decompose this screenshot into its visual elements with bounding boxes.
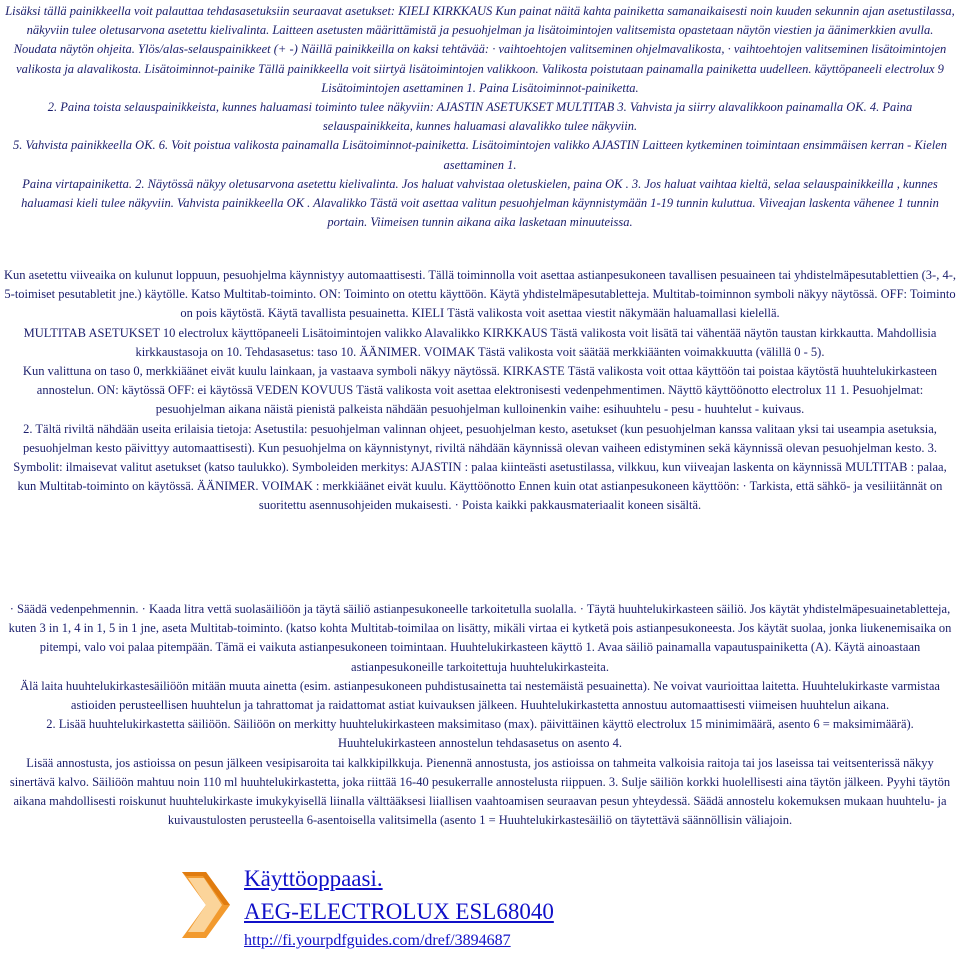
paragraph: 5. Vahvista painikkeella OK. 6. Voit poistua valikosta painamalla Lisätoiminnot-painiketta. Lisätoimintojen valikko AJASTIN Laitteen kytkeminen toimintaan ensimmäisen kerran - Kielen asettaminen 1.: [12, 138, 948, 172]
paragraph: Paina virtapainiketta. 2. Näytössä näkyy oletusarvona asetettu kielivalinta. Jos haluat vahvistaa oletuskielen, paina OK . 3. Jos haluat vaihtaa kieltä, selaa selauspainikkeilla , kunnes haluamasi kieli tulee näkyviin. Vahvista painikkeella OK . Alavalikko Tästä voit asettaa valitun pesuohjelman käynnistymään 1-19 tunnin kuluttua. Viiveajan laskenta vähenee 1 tunnin portain. Viimeisen tunnin aikana aika lasketaan minuuteissa.: [21, 176, 939, 230]
paragraph: Lisäksi tällä painikkeella voit palauttaa tehdasasetuksiin seuraavat asetukset: KIELI KIRKKAUS Kun painat näitä kahta painiketta samanaikaisesti noin kuuden sekunnin ajan asetustilassa, näkyviin tulee oletusarvona asetettu kielivalinta. Laitteen asetusten määrittämistä ja pesuohjelman ja lisätoimintojen valitsemista opastetaan näytön viestien ja äänimerkkien avulla. Noudata näytön ohjeita. Ylös/alas-selauspainikkeet (+ -) Näillä painikkeilla on kaksi tehtävää: · vaihtoehtojen valitseminen ohjelmavalikosta, · vaihtoehtojen valitseminen lisätoimintojen valikosta ja alavalikosta. Lisätoiminnot-painike Tällä painikkeella voit siirtyä lisätoimintojen valikkoon. Valikosta poistutaan painamalla painiketta uudelleen. käyttöpaneeli electrolux 9 Lisätoimintojen asettaminen 1. Paina Lisätoiminnot-painiketta.: [5, 4, 955, 95]
arrow-logo-icon: [176, 862, 236, 948]
manual-title-link[interactable]: Käyttöoppaasi.: [244, 866, 383, 891]
paragraph: Lisää annostusta, jos astioissa on pesun jälkeen vesipisaroita tai kalkkipilkkuja. Pienennä annostusta, jos astioissa on tahmeita valkoisia raitoja tai jos laseissa tai veitsenterissä näkyy sinertävä kalvo. Säiliöön mahtuu noin 110 ml huuhtelukirkastetta, joka riittää 16-40 pesukerralle annostelusta riippuen. 3. Sulje säiliön korkki huolellisesti aina täytön jälkeen. Pyyhi täytön aikana mahdollisesti roiskunut huuhtelukirkaste imukykyisellä liinalla välttääksesi liiallisen vaahtoamisen seuraavan pesun yhteydessä. Säädä annostelu kokemuksen mukaan huuhtelu- ja kuivaustulosten perusteella 6-asentoisella valitsimella (asento 1 = Huuhtelukirkastesäiliö on täytettävä säännöllisin väliajoin.: [9, 755, 951, 828]
footer-links: [244, 864, 554, 952]
paragraph: 2. Tältä riviltä nähdään useita erilaisia tietoja: Asetustila: pesuohjelman valinnan ohjeet, pesuohjelman kesto, asetukset (kun pesuohjelman kanssa valitaan yksi tai useampia asetuksia, pesuohjelman kesto päivittyy automaattisesti). Kun pesuohjelma on käynnistynyt, riviltä nähdään käynnissä olevan vaiheen edistyminen sekä käynnissä olevan pesuohjelman kesto. 3. Symbolit: ilmaisevat valitut asetukset (katso taulukko). Symboleiden merkitys: AJASTIN : palaa kiinteästi asetustilassa, vilkkuu, kun viiveajan laskenta on käynnissä MULTITAB : palaa, kun Multitab-toiminto on käytössä. ÄÄNIMER. VOIMAK : merkkiäänet eivät kuulu. Käyttöönotto Ennen kuin otat astianpesukoneen käyttöön: · Tarkista, että sähkö- ja vesiliitännät on suoritettu asennusohjeiden mukaisesti. · Poista kaikki pakkausmateriaalit koneen sisältä.: [13, 421, 947, 513]
paragraph: 2. Paina toista selauspainikkeista, kunnes haluamasi toiminto tulee näkyviin: AJASTIN ASETUKSET MULTITAB 3. Vahvista ja siirry alavalikkoon painamalla OK. 4. Paina selauspainikkeita, kunnes haluamasi alavalikko tulee näkyviin.: [47, 100, 913, 134]
paragraph: Älä laita huuhtelukirkastesäiliöön mitään muuta ainetta (esim. astianpesukoneen puhdistusainetta tai nestemäistä pesuainetta). Ne voivat vaurioittaa laitetta. Huuhtelukirkaste varmistaa astioiden perusteellisen huuhtelun ja tahrattomat ja raidattomat astiat kuivauksen jälkeen. Huuhtelukirkastetta annostuu automaattisesti viimeisen huuhtelun aikana.: [20, 678, 940, 713]
paragraph: MULTITAB ASETUKSET 10 electrolux käyttöpaneeli Lisätoimintojen valikko Alavalikko KIRKKAUS Tästä valikosta voit lisätä tai vähentää näytön taustan kirkkautta. Mahdollisia kirkkaustasoja on 10. Tehdasasetus: taso 10. ÄÄNIMER. VOIMAK Tästä valikosta voit säätää merkkiäänten voimakkuutta (välillä 0 - 5).: [23, 325, 937, 359]
source-url-link[interactable]: http://fi.yourpdfguides.com/dref/3894687: [244, 932, 511, 949]
footer: [176, 862, 696, 962]
section-2: [4, 266, 956, 516]
paragraph: Kun valittuna on taso 0, merkkiäänet eivät kuulu lainkaan, ja vastaava symboli näkyy näytössä. KIRKASTE Tästä valikosta voit ottaa käyttöön tai poistaa käytöstä huuhtelukirkasteen annostelun. ON: käytössä OFF: ei käytössä VEDEN KOVUUS Tästä valikosta voit asettaa elektronisesti vedenpehmentimen. Näyttö käyttöönotto electrolux 11 1. Pesuohjelmat: pesuohjelman aikana näistä pienistä palkeista nähdään pesuohjelman kulloinenkin vaihe: esihuuhtelu - pesu - huuhtelut - kuivaus.: [22, 364, 938, 417]
product-link[interactable]: AEG-ELECTROLUX ESL68040: [244, 899, 554, 924]
paragraph: Kun asetettu viiveaika on kulunut loppuun, pesuohjelma käynnistyy automaattisesti. Tällä toiminnolla voit asettaa astianpesukoneen tavallisen pesuaineen tai yhdistelmäpesutablettien (3-, 4-, 5-toimiset pesutabletit jne.) käytölle. Katso Multitab-toiminto. ON: Toiminto on otettu käyttöön. Käytä yhdistelmäpesutabletteja. Multitab-toiminnon symboli näkyy näytössä. OFF: Toiminto on pois käytöstä. Käytä tavallista pesuainetta. KIELI Tästä valikosta voit asettaa viestit näkymään haluamallasi kielellä.: [4, 268, 956, 321]
section-3: [4, 600, 956, 830]
paragraph: · Säädä vedenpehmennin. · Kaada litra vettä suolasäiliöön ja täytä säiliö astianpesukoneelle tarkoitetulla suolalla. · Täytä huuhtelukirkasteen säiliö. Jos käytät yhdistelmäpesuainetabletteja, kuten 3 in 1, 4 in 1, 5 in 1 jne, aseta Multitab-toiminto. (katso kohta Multitab-toimilaa on lisätty, mikäli virtaa ei kytketä pois astianpesukoneesta. Jos käytät suolaa, jonka liukenemisaika on pitempi, valo voi palaa pitempään. Tämä ei vaikuta astianpesukoneen toimintaan. Huuhtelukirkasteen käyttö 1. Avaa säiliö painamalla vapautuspainiketta (A). Käytä ainoastaan astianpesukoneille tarkoitettuja huuhtelukirkasteita.: [8, 602, 952, 674]
section-1: [4, 2, 956, 232]
paragraph: 2. Lisää huuhtelukirkastetta säiliöön. Säiliöön on merkitty huuhtelukirkasteen maksimitaso (max). päivittäinen käyttö electrolux 15 minimimäärä, asento 6 = maksimimäärä). Huuhtelukirkasteen annostelun tehdasasetus on asento 4.: [46, 717, 914, 751]
